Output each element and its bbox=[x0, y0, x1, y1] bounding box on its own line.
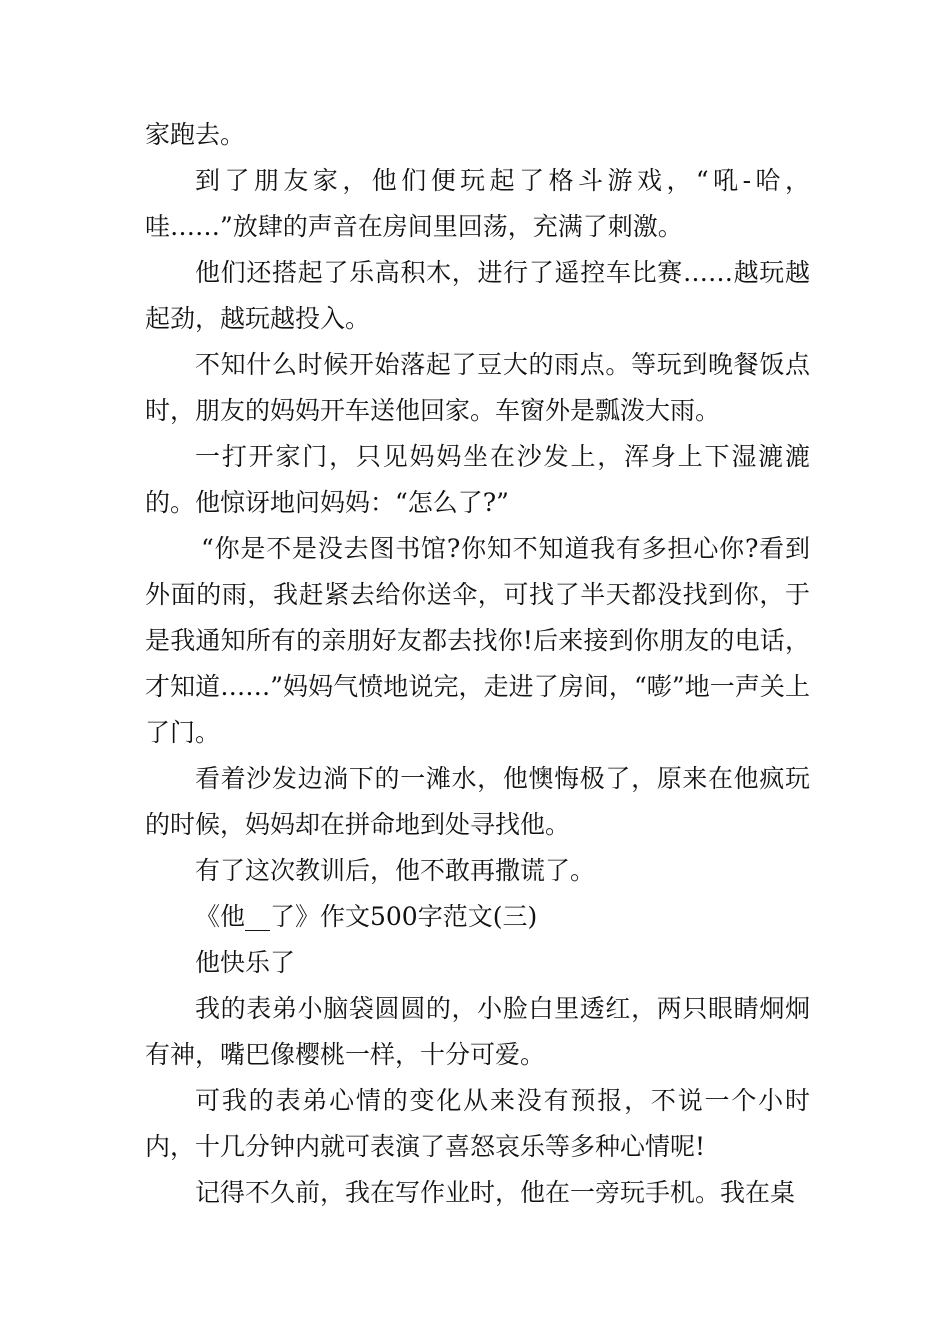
paragraph-4: 不知什么时候开始落起了豆大的雨点。等玩到晚餐饭点时，朋友的妈妈开车送他回家。车窗外是瓢泼大雨。 bbox=[145, 350, 810, 425]
document-body bbox=[145, 112, 810, 1216]
section-title: 《他__了》作文500字范文(三) bbox=[195, 902, 538, 931]
paragraph-10: 可我的表弟心情的变化从来没有预报，不说一个小时内，十几分钟内就可表演了喜怒哀乐等多种心情呢! bbox=[145, 1086, 810, 1161]
paragraph-2: 到了朋友家，他们便玩起了格斗游戏，“吼-哈，哇……”放肆的声音在房间里回荡，充满了刺激。 bbox=[145, 166, 810, 241]
paragraph-11: 记得不久前，我在写作业时，他在一旁玩手机。我在桌 bbox=[195, 1178, 796, 1207]
paragraph-3: 他们还搭起了乐高积木，进行了遥控车比赛……越玩越起劲，越玩越投入。 bbox=[145, 258, 810, 333]
paragraph-9: 我的表弟小脑袋圆圆的，小脸白里透红，两只眼睛炯炯有神，嘴巴像樱桃一样，十分可爱。 bbox=[145, 994, 810, 1069]
paragraph-1: 家跑去。 bbox=[145, 120, 246, 149]
essay-title: 他快乐了 bbox=[195, 948, 296, 977]
paragraph-8: 有了这次教训后，他不敢再撒谎了。 bbox=[195, 856, 596, 885]
paragraph-6: “你是不是没去图书馆?你知不知道我有多担心你?看到外面的雨，我赶紧去给你送伞，可找了半天都没找到你，于是我通知所有的亲朋好友都去找你!后来接到你朋友的电话，才知道……”妈妈气愤地说完，走进了房间，“嘭”地一声关上了门。 bbox=[145, 534, 810, 747]
paragraph-5: 一打开家门，只见妈妈坐在沙发上，浑身上下湿漉漉的。他惊讶地问妈妈：“怎么了?” bbox=[145, 442, 810, 517]
paragraph-7: 看着沙发边淌下的一滩水，他懊悔极了，原来在他疯玩的时候，妈妈却在拼命地到处寻找他。 bbox=[145, 764, 810, 839]
